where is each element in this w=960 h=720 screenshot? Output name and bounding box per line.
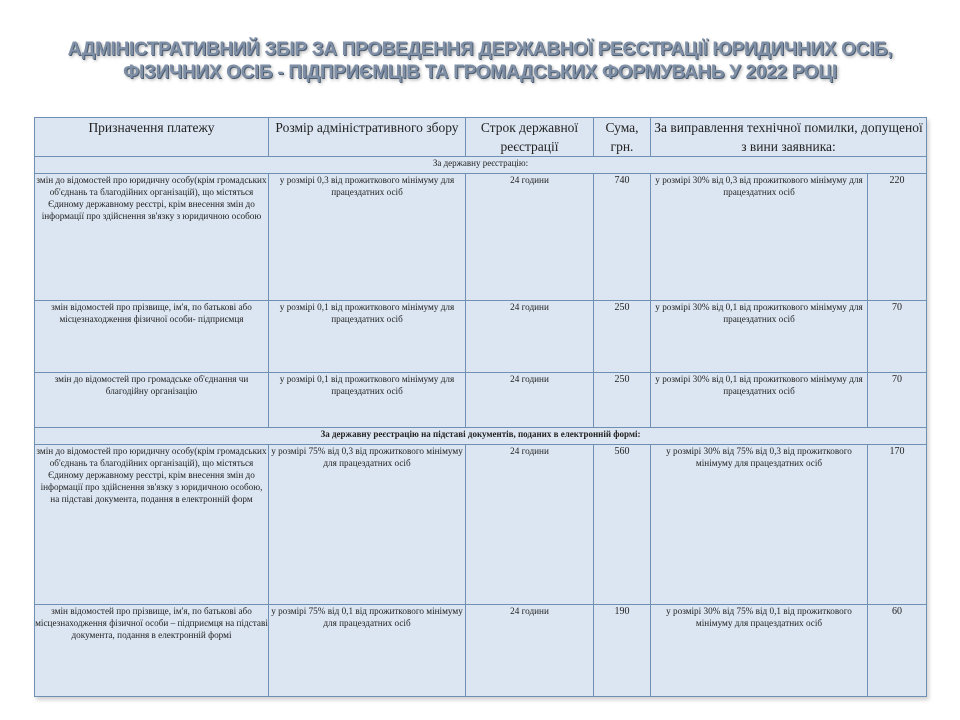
header-correction: За виправлення технічної помилки, допущеної з вини заявника: [651,118,927,157]
row-term: 24 години [466,301,594,373]
row-correction: у розмірі 30% від 0,3 від прожиткового мінімуму для працездатних осіб [651,174,868,301]
row-term: 24 години [466,605,594,697]
row-size: у розмірі 0,3 від прожиткового мінімуму для працездатних осіб [269,174,466,301]
row-purpose: змін до відомостей про юридичну особу(крім громадських об'єднань та благодійних організацій), що містяться Єдиному державному реєстрі, крім внесення змін до інформації про здійснення зв'язку з юридичною особою, на підставі документа, подання в електронній форм [35,445,269,605]
table-header-row [35,118,927,157]
header-term: Строк державної реєстрації [466,118,594,157]
page-title [20,38,940,84]
header-purpose: Призначення платежу [35,118,269,157]
fees-table [34,117,927,697]
row-size: у розмірі 75% від 0,3 від прожиткового мінімуму для працездатних осіб [269,445,466,605]
row-size: у розмірі 75% від 0,1 від прожиткового мінімуму для працездатних осіб [269,605,466,697]
section-title: За державну реєстрацію: [35,157,927,174]
row-term: 24 години [466,174,594,301]
row-sum: 250 [594,373,651,428]
row-correction-sum: 70 [868,373,927,428]
section-row [35,157,927,174]
row-term: 24 години [466,445,594,605]
title-line-1: АДМІНІСТРАТИВНИЙ ЗБІР ЗА ПРОВЕДЕННЯ ДЕРЖАВНОЇ РЕЄСТРАЦІЇ ЮРИДИЧНИХ ОСІБ, [67,39,893,60]
title-line-2: ФІЗИЧНИХ ОСІБ - ПІДПРИЄМЦІВ ТА ГРОМАДСЬКИХ ФОРМУВАНЬ У 2022 РОЦІ [123,62,837,83]
row-correction: у розмірі 30% від 75% від 0,1 від прожиткового мінімуму для працездатних осіб [651,605,868,697]
row-correction: у розмірі 30% від 75% від 0,3 від прожиткового мінімуму для працездатних осіб [651,445,868,605]
section-title: За державну реєстрацію на підставі документів, поданих в електронній формі: [35,428,927,445]
section-row [35,428,927,445]
row-correction-sum: 70 [868,301,927,373]
row-sum: 250 [594,301,651,373]
row-term: 24 години [466,373,594,428]
table-row [35,445,927,605]
row-purpose: змін до відомостей про громадське об'єднання чи благодійну організацію [35,373,269,428]
row-correction-sum: 170 [868,445,927,605]
row-sum: 740 [594,174,651,301]
row-sum: 560 [594,445,651,605]
row-correction-sum: 60 [868,605,927,697]
row-purpose: змін відомостей про прізвище, ім'я, по батькові або місцезнаходження фізичної особи – підприємця на підставі документа, подання в електронній формі [35,605,269,697]
table-row [35,605,927,697]
row-size: у розмірі 0,1 від прожиткового мінімуму для працездатних осіб [269,373,466,428]
row-correction: у розмірі 30% від 0,1 від прожиткового мінімуму для працездатних осіб [651,373,868,428]
header-sum: Сума, грн. [594,118,651,157]
header-size: Розмір адміністративного збору [269,118,466,157]
table-row [35,301,927,373]
table-row [35,174,927,301]
row-size: у розмірі 0,1 від прожиткового мінімуму для працездатних осіб [269,301,466,373]
row-correction-sum: 220 [868,174,927,301]
row-correction: у розмірі 30% від 0,1 від прожиткового мінімуму для працездатних осіб [651,301,868,373]
row-purpose: змін відомостей про прізвище, ім'я, по батькові або місцезнаходження фізичної особи- підприємця [35,301,269,373]
row-purpose: змін до відомостей про юридичну особу(крім громадських об'єднань та благодійних організацій), що містяться Єдиному державному реєстрі, крім внесення змін до інформації про здійснення зв'язку з юридичною особою [35,174,269,301]
table-row [35,373,927,428]
row-sum: 190 [594,605,651,697]
